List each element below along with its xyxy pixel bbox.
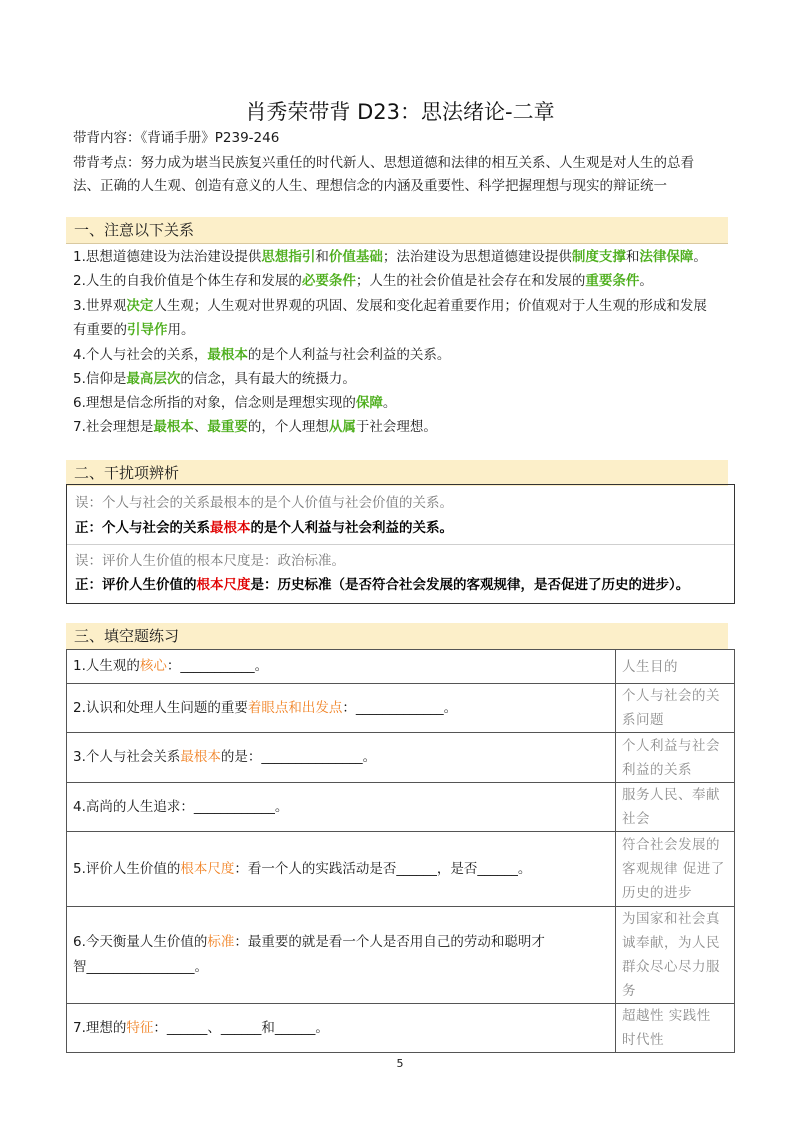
points-line-1: 带背考点：努力成为堪当民族复兴重任的时代新人、思想道德和法律的相互关系、人生观是对人生的总看 [73,155,694,171]
section-2-heading: 二、干扰项辨析 [66,460,728,486]
content-label: 带背内容：《背诵手册》P239-246 [73,130,280,146]
answer-cell: 服务人民、奉献社会 [616,783,735,832]
table-row [67,907,735,1004]
relation-item-5: 5.信仰是最高层次的信念，具有最大的统摄力。 [73,371,356,387]
answer-cell: 符合社会发展的客观规律 促进了历史的进步 [616,832,735,907]
box-divider [67,544,734,545]
question-cell: 1.人生观的核心：___________。 [67,650,616,684]
page-number: 5 [396,1057,404,1070]
question-cell: 6.今天衡量人生价值的标准：最重要的就是看一个人是否用自己的劳动和聪明才 智________________。 [67,907,616,1004]
relation-item-2: 2.人生的自我价值是个体生存和发展的必要条件；人生的社会价值是社会存在和发展的重要条件。 [73,273,653,289]
relation-item-4: 4.个人与社会的关系，最根本的是个人利益与社会利益的关系。 [73,347,451,363]
question-cell: 7.理想的特征：______、______和______。 [67,1004,616,1053]
relation-item-3-cont: 有重要的引导作用。 [73,322,195,338]
distractor-box [66,484,735,604]
answer-cell: 个人与社会的关系问题 [616,684,735,733]
section-1-divider [66,243,728,244]
relation-item-1: 1.思想道德建设为法治建设提供思想指引和价值基础；法治建设为思想道德建设提供制度支撑和法律保障。 [73,249,707,265]
answer-cell: 超越性 实践性 时代性 [616,1004,735,1053]
question-cell: 4.高尚的人生追求：____________。 [67,783,616,832]
relation-item-7: 7.社会理想是最根本、最重要的，个人理想从属于社会理想。 [73,419,437,435]
right-statement-2: 正：评价人生价值的根本尺度是：历史标准（是否符合社会发展的客观规律，是否促进了历史的进步）。 [75,577,690,593]
table-row [67,650,735,684]
table-row [67,733,735,783]
wrong-statement-1: 误：个人与社会的关系最根本的是个人价值与社会价值的关系。 [75,495,453,511]
question-cell: 2.认识和处理人生问题的重要着眼点和出发点：_____________。 [67,684,616,733]
question-cell: 3.个人与社会关系最根本的是：_______________。 [67,733,616,783]
page-title: 肖秀荣带背 D23：思法绪论-二章 [245,100,555,124]
answer-cell: 个人利益与社会利益的关系 [616,733,735,783]
relation-item-6: 6.理想是信念所指的对象，信念则是理想实现的保障。 [73,395,397,411]
table-row [67,783,735,832]
section-1-heading: 一、注意以下关系 [66,217,728,243]
points-line-2: 法、正确的人生观、创造有意义的人生、理想信念的内涵及重要性、科学把握理想与现实的辩证统一 [73,178,667,194]
relation-item-3: 3.世界观决定人生观；人生观对世界观的巩固、发展和变化起着重要作用；价值观对于人生观的形成和发展 [73,298,707,314]
table-row [67,832,735,907]
section-3-heading: 三、填空题练习 [66,623,728,649]
table-row [67,684,735,733]
wrong-statement-2: 误：评价人生价值的根本尺度是：政治标准。 [75,553,345,569]
fill-blank-table [66,649,735,1053]
question-cell: 5.评价人生价值的根本尺度：看一个人的实践活动是否______，是否______。 [67,832,616,907]
answer-cell: 为国家和社会真诚奉献，为人民群众尽心尽力服务 [616,907,735,1004]
right-statement-1: 正：个人与社会的关系最根本的是个人利益与社会利益的关系。 [75,520,453,536]
table-row [67,1004,735,1053]
answer-cell: 人生目的 [616,650,735,684]
